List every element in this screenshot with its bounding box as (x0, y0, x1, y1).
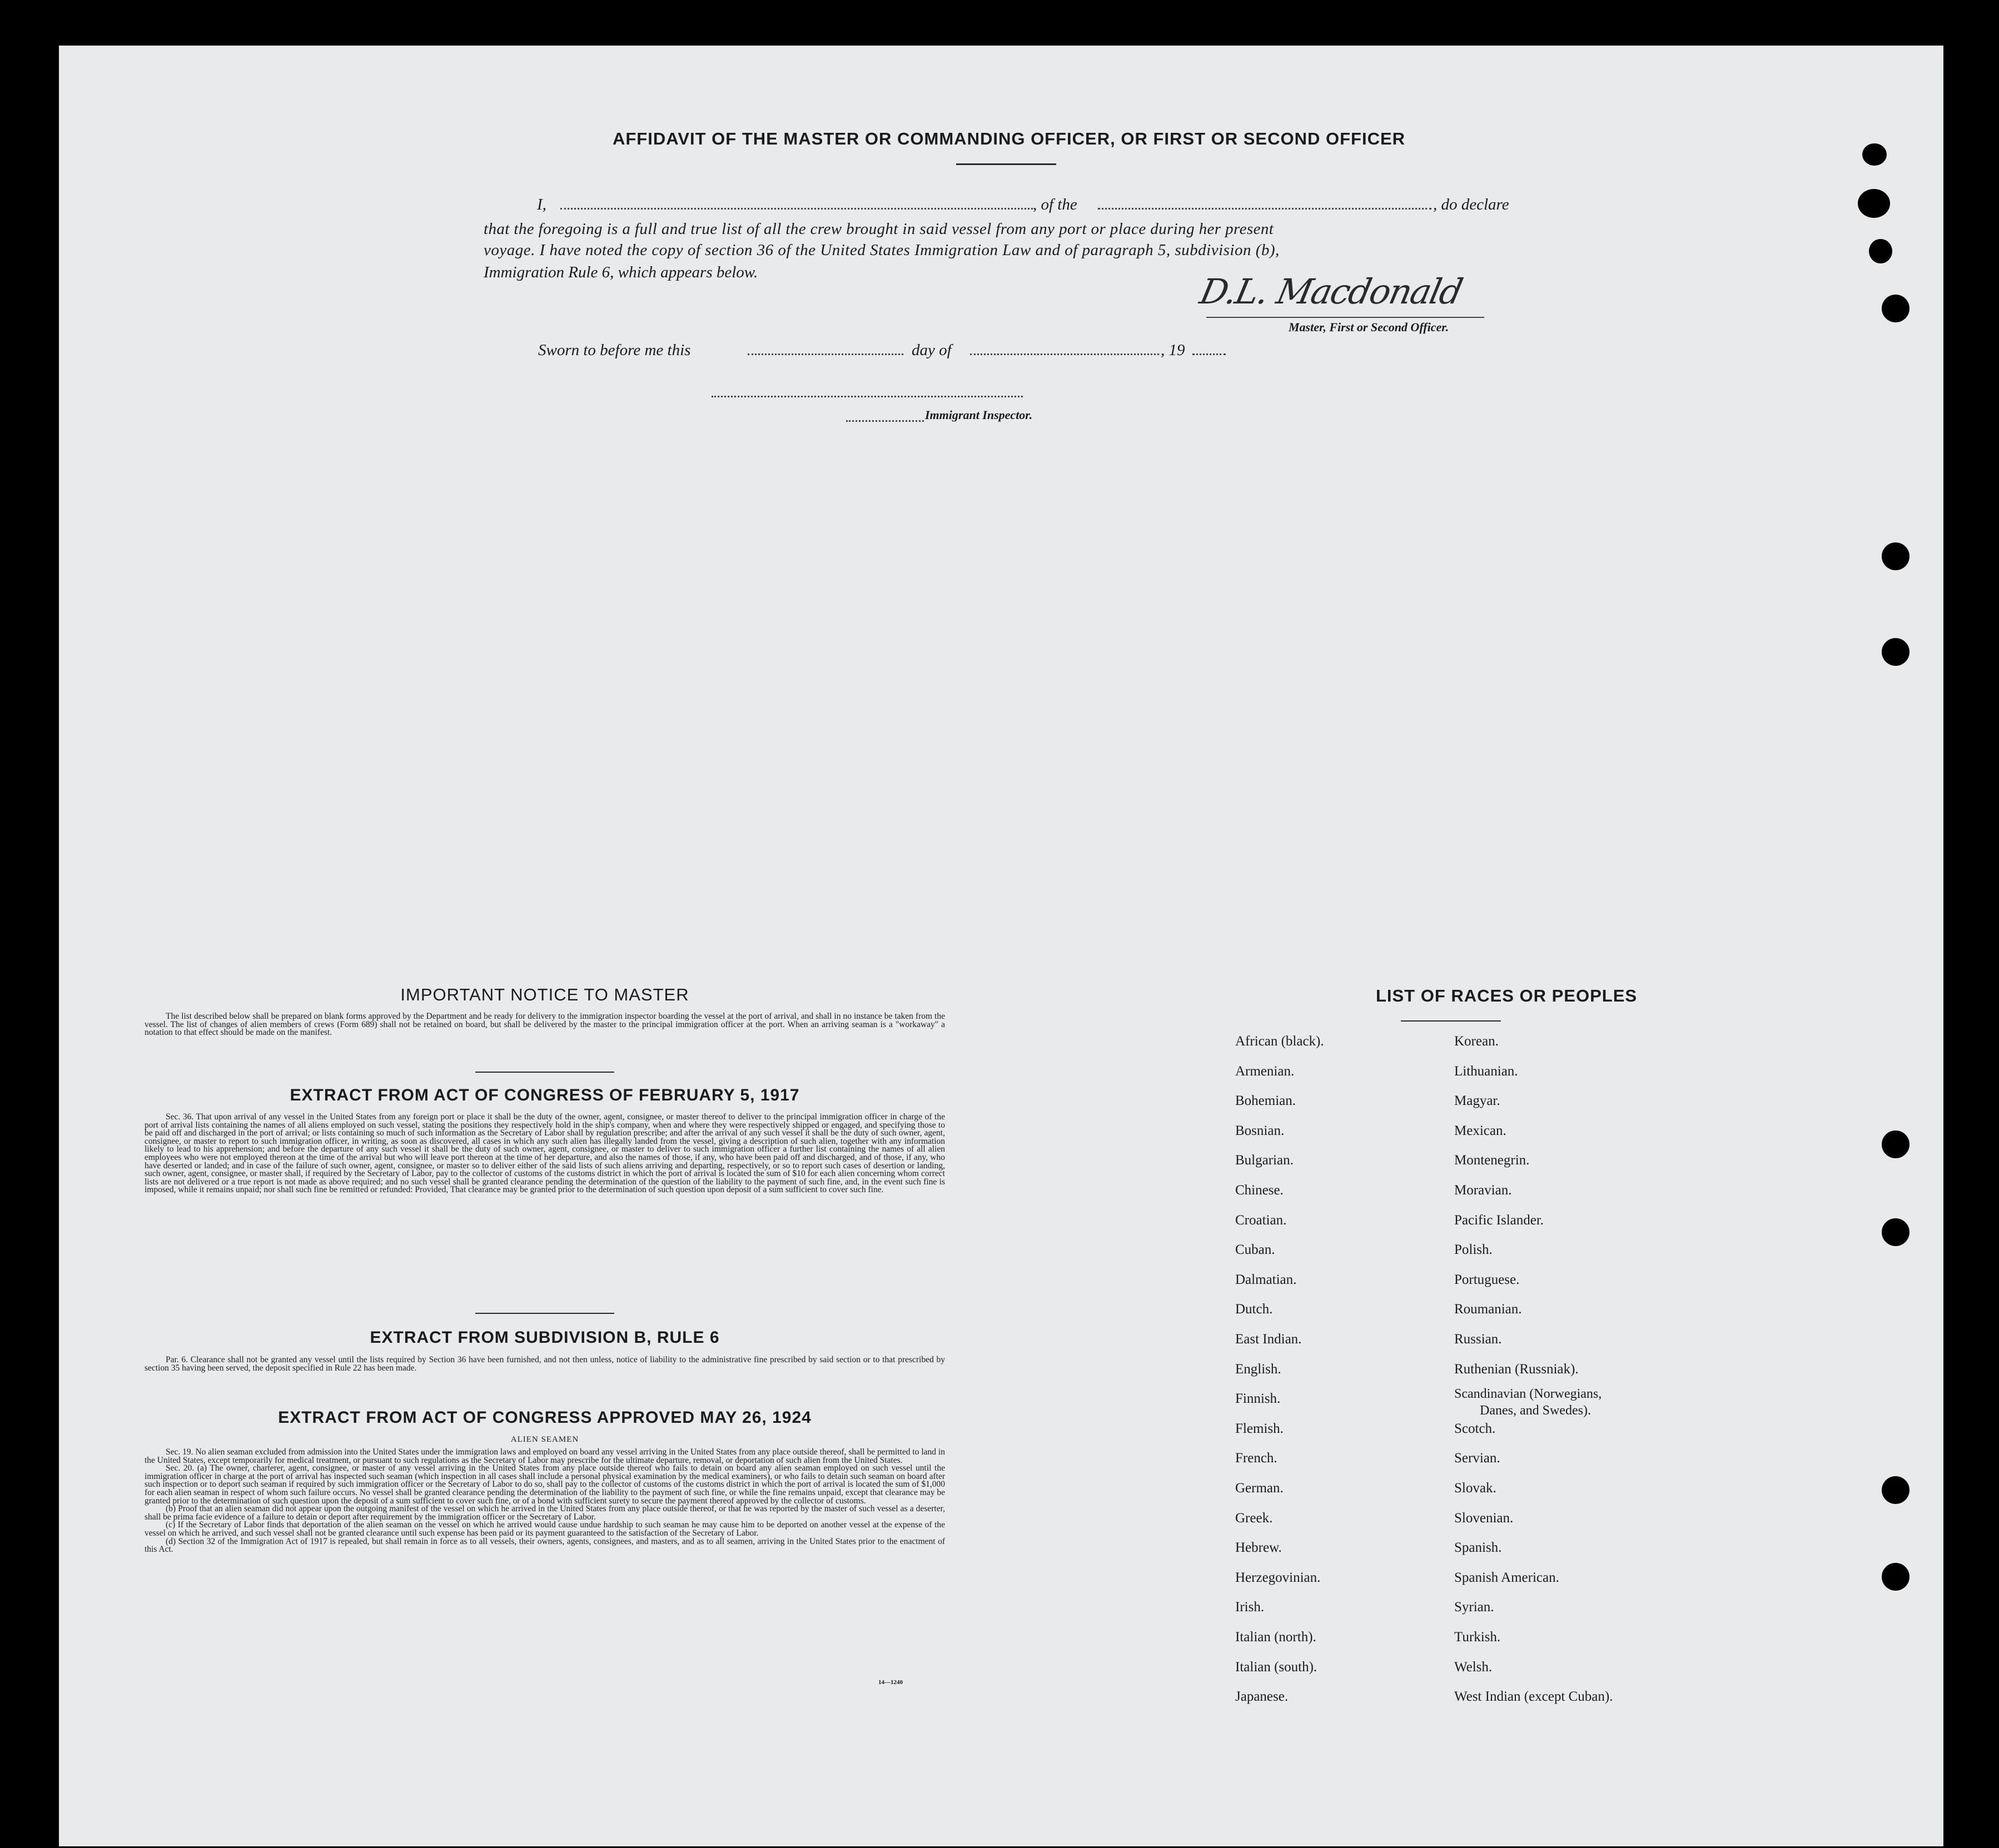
race-item: Bulgarian. (1235, 1153, 1294, 1168)
notice-title: IMPORTANT NOTICE TO MASTER (400, 985, 689, 1004)
race-item: French. (1235, 1451, 1277, 1466)
notice-text (145, 1013, 945, 1037)
race-item: Russian. (1454, 1332, 1502, 1347)
race-item: Bohemian. (1235, 1093, 1296, 1109)
divider (475, 1072, 614, 1073)
extract-1924-sec20d: (d) Section 32 of the Immigration Act of 1917 is repealed, but shall remain in force as to all vessels, their owners, agents, consignees, and masters, and as to all seamen, arriving in the United States prior to the enactment of this Act. (145, 1536, 945, 1555)
form-number: 14—1240 (878, 1679, 903, 1686)
extract-1917-paragraph: Sec. 36. That upon arrival of any vessel in the United States from any foreign port or place it shall be the duty of the owner, agent, consignee, or master thereof to deliver to the principal immigration officer in charge of the port of arrival lists containing the names of all aliens employed on such vessel, stating the positions they respectively hold in the ship's company, when and where they were respectively shipped or engaged, and specifying those to be paid off and discharged in the port of arrival; or lists containing so much of such information as the Secretary of Labor shall by regulation prescribe; and after the arrival of any such vessel it shall be the duty of such owner, agent, consignee, or master to report to such immigration officer, in writing, as soon as discovered, all cases in which any such alien has illegally landed from the vessel, giving a description of such alien, together with any information likely to lead to his apprehension; and before the departure of any such vessel it shall be the duty of such owner, agent, consignee, or master to deliver to such immigration officer a further list containing the names of all alien employees who were not employed thereon at the time of the arrival but who will leave port thereon at the time of her departure, and also the names of those, if any, who have been paid off and discharged, and of those, if any, who have deserted or landed; and in case of the failure of such owner, agent, consignee, or master so to deliver either of the said lists of such aliens arriving and departing, respectively, or so to report such cases of desertion or landing, such owner, agent, consignee, or master shall, if required by the Secretary of Labor, pay to the collector of customs of the customs district in which the port of arrival is located the sum of $10 for each alien concerning whom correct lists are not delivered or a true report is not made as above required; and no such vessel shall be granted clearance pending the determination of the question of the liability to the payment of such fine, and, in the event such fine is imposed, while it remains unpaid; nor shall such fine be remitted or refunded: Provided, That clearance may be granted prior to the determination of such question upon deposit of a sum sufficient to cover such fine. (145, 1112, 945, 1195)
name-field[interactable] (560, 208, 1033, 210)
race-item: Scotch. (1454, 1421, 1496, 1436)
extract-1924-sec19: Sec. 19. No alien seaman excluded from admission into the United States under the immigration laws and employed on board any vessel arriving in the United States from any place outside thereof, shall be permitted to land in the United States, except temporarily for medical treatment, or pursuant to such regulations as the Secretary of Labor may prescribe for the ultimate departure, removal, or deportation of such alien from the United States. (145, 1447, 945, 1465)
race-item: German. (1235, 1481, 1284, 1496)
races-title: LIST OF RACES OR PEOPLES (1375, 986, 1638, 1005)
race-item: Irish. (1235, 1600, 1265, 1615)
race-item: Ruthenian (Russniak). (1454, 1361, 1579, 1377)
inspector-caption: Immigrant Inspector. (925, 408, 1033, 422)
race-item: Lithuanian. (1454, 1063, 1518, 1079)
extract-1924-subtitle: ALIEN SEAMEN (510, 1435, 579, 1444)
affidavit-declare: , do declare (1433, 196, 1509, 213)
divider (1401, 1020, 1501, 1022)
race-item: Spanish American. (1454, 1570, 1559, 1585)
binder-hole (1882, 542, 1910, 570)
race-item: Portuguese. (1454, 1272, 1520, 1287)
affidavit-of-the: , of the (1033, 196, 1077, 213)
extract-rule6-title: EXTRACT FROM SUBDIVISION B, RULE 6 (370, 1328, 720, 1347)
race-item: African (black). (1235, 1034, 1324, 1049)
race-item-continuation: Danes, and Swedes). (1480, 1403, 1591, 1418)
race-item: Chinese. (1235, 1183, 1284, 1198)
race-item: Dalmatian. (1235, 1272, 1297, 1287)
race-item: Slovenian. (1454, 1510, 1514, 1526)
race-item: Croatian. (1235, 1212, 1287, 1228)
extract-1924-sec20b: (b) Proof that an alien seaman did not appear upon the outgoing manifest of the vessel on which he arrived in the United States from any place outside thereof, or that he was reported by the master of such vessel as a deserter, shall be prima facie evidence of a failure to detain or deport after requirement by the immigration officer or the Secretary of Labor. (145, 1504, 945, 1522)
affidavit-line4: Immigration Rule 6, which appears below. (484, 263, 758, 281)
sworn-day-field[interactable] (748, 353, 903, 355)
race-item: Armenian. (1235, 1063, 1295, 1079)
binder-hole (1882, 1563, 1910, 1591)
race-item: Turkish. (1454, 1630, 1501, 1645)
extract-rule6-paragraph: Par. 6. Clearance shall not be granted any vessel until the lists required by Section 36 have been furnished, and not then unless, notice of liability to the administrative fine prescribed by said section or to that prescribed by section 35 having been served, the deposit specified in Rule 22 has been made. (145, 1355, 945, 1373)
vessel-field[interactable] (1098, 208, 1431, 210)
document-page (59, 46, 1943, 1846)
extract-1917-text (145, 1113, 945, 1194)
year-label: , 19 (1161, 341, 1185, 359)
inspector-prefix-dots (846, 420, 924, 422)
extract-1924-title: EXTRACT FROM ACT OF CONGRESS APPROVED MAY 26, 1924 (278, 1408, 812, 1427)
affidavit-line3: voyage. I have noted the copy of section 36 of the United States Immigration Law and of paragraph 5, subdivision (b), (484, 241, 1280, 259)
race-item: Syrian. (1454, 1600, 1494, 1615)
affidavit-i: I, (537, 196, 546, 213)
race-item: English. (1235, 1361, 1281, 1377)
affidavit-title: AFFIDAVIT OF THE MASTER OR COMMANDING OFFICER, OR FIRST OR SECOND OFFICER (612, 129, 1406, 148)
race-item: Hebrew. (1235, 1540, 1282, 1556)
race-item: Japanese. (1235, 1689, 1289, 1705)
race-item: East Indian. (1235, 1332, 1302, 1347)
sworn-month-field[interactable] (970, 353, 1159, 355)
race-item: Montenegrin. (1454, 1153, 1530, 1168)
binder-hole (1882, 638, 1910, 666)
race-item: Greek. (1235, 1510, 1273, 1526)
race-item: Flemish. (1235, 1421, 1284, 1436)
binder-hole (1882, 295, 1910, 322)
extract-1924-text (145, 1448, 945, 1554)
signature-line (1206, 317, 1484, 318)
race-item: Korean. (1454, 1034, 1499, 1049)
day-of-label: day of (912, 341, 952, 359)
race-item: Roumanian. (1454, 1302, 1522, 1317)
race-item: Welsh. (1454, 1659, 1493, 1675)
extract-1924-sec20c: (c) If the Secretary of Labor finds that deportation of the alien seaman on the vessel on which he arrived would cause undue hardship to such seaman he may cause him to be deported on another vessel at the expense of the vessel on which he arrived, and such vessel shall not be granted clearance until such expense has been paid or its payment guaranteed to the satisfaction of the Secretary of Labor. (145, 1520, 945, 1538)
extract-1924-sec20a: Sec. 20. (a) The owner, charterer, agent, consignee, or master of any vessel arriving in the United States from any place outside thereof who fails to detain on board any alien seaman employed on such vessel until the immigration officer in charge at the port of arrival has inspected such seaman (which inspection in all cases shall include a personal physical examination by the medical examiners), or who fails to detain such seaman on board after such inspection or to deport such seaman if required by such immigration officer or the Secretary of Labor to do so, shall pay to the collector of customs of the customs district in which the port of arrival is located the sum of $1,000 for each alien seaman in respect of whom such failure occurs. No vessel shall be granted clearance pending the determination of the liability to the payment of such fine, or while the fine remains unpaid, except that clearance may be granted prior to the determination of such question upon the deposit of a sum sufficient to cover such fine, or of a bond with sufficient surety to secure the payment thereof approved by the collector of customs. (145, 1463, 945, 1506)
binder-hole (1858, 189, 1890, 218)
binder-hole (1862, 143, 1887, 166)
divider (475, 1313, 614, 1314)
extract-1917-title: EXTRACT FROM ACT OF CONGRESS OF FEBRUARY 5, 1917 (290, 1086, 800, 1104)
race-item: Moravian. (1454, 1183, 1512, 1198)
divider (956, 163, 1056, 165)
binder-hole (1882, 1130, 1910, 1158)
sworn-label: Sworn to before me this (538, 341, 691, 359)
race-item: Polish. (1454, 1242, 1493, 1258)
race-item: Finnish. (1235, 1391, 1281, 1407)
race-item: West Indian (except Cuban). (1454, 1689, 1613, 1705)
notice-paragraph: The list described below shall be prepared on blank forms approved by the Department and be ready for delivery to the immigration inspector boarding the vessel at the port of arrival, and shall in no instance be taken from the vessel. The list of changes of alien members of crews (Form 689) shall not be retained on board, but shall be delivered by the master to the principal immigration officer at the port. When an arriving seaman is a "workaway" a notation to that effect should be made on the manifest. (145, 1012, 945, 1038)
race-item: Italian (north). (1235, 1630, 1316, 1645)
race-item: Pacific Islander. (1454, 1212, 1544, 1228)
race-item: Italian (south). (1235, 1659, 1317, 1675)
race-item: Slovak. (1454, 1481, 1496, 1496)
race-item: Mexican. (1454, 1123, 1506, 1138)
signature-caption: Master, First or Second Officer. (1289, 320, 1449, 334)
binder-hole (1869, 239, 1892, 263)
inspector-signature-field[interactable] (712, 396, 1023, 397)
signature: D.L. Macdonald (1196, 271, 1466, 312)
binder-hole (1882, 1218, 1910, 1246)
race-item: Magyar. (1454, 1093, 1500, 1109)
race-item: Spanish. (1454, 1540, 1502, 1556)
sworn-year-field[interactable] (1192, 353, 1226, 355)
race-item: Servian. (1454, 1451, 1500, 1466)
race-item: Dutch. (1235, 1302, 1273, 1317)
affidavit-line2: that the foregoing is a full and true list of all the crew brought in said vessel from any port or place during her present (484, 220, 1274, 238)
race-item: Cuban. (1235, 1242, 1275, 1258)
binder-hole (1882, 1476, 1910, 1504)
race-item: Scandinavian (Norwegians, (1454, 1387, 1602, 1402)
race-item: Herzegovinian. (1235, 1570, 1321, 1585)
extract-rule6-text (145, 1356, 945, 1372)
race-item: Bosnian. (1235, 1123, 1285, 1138)
